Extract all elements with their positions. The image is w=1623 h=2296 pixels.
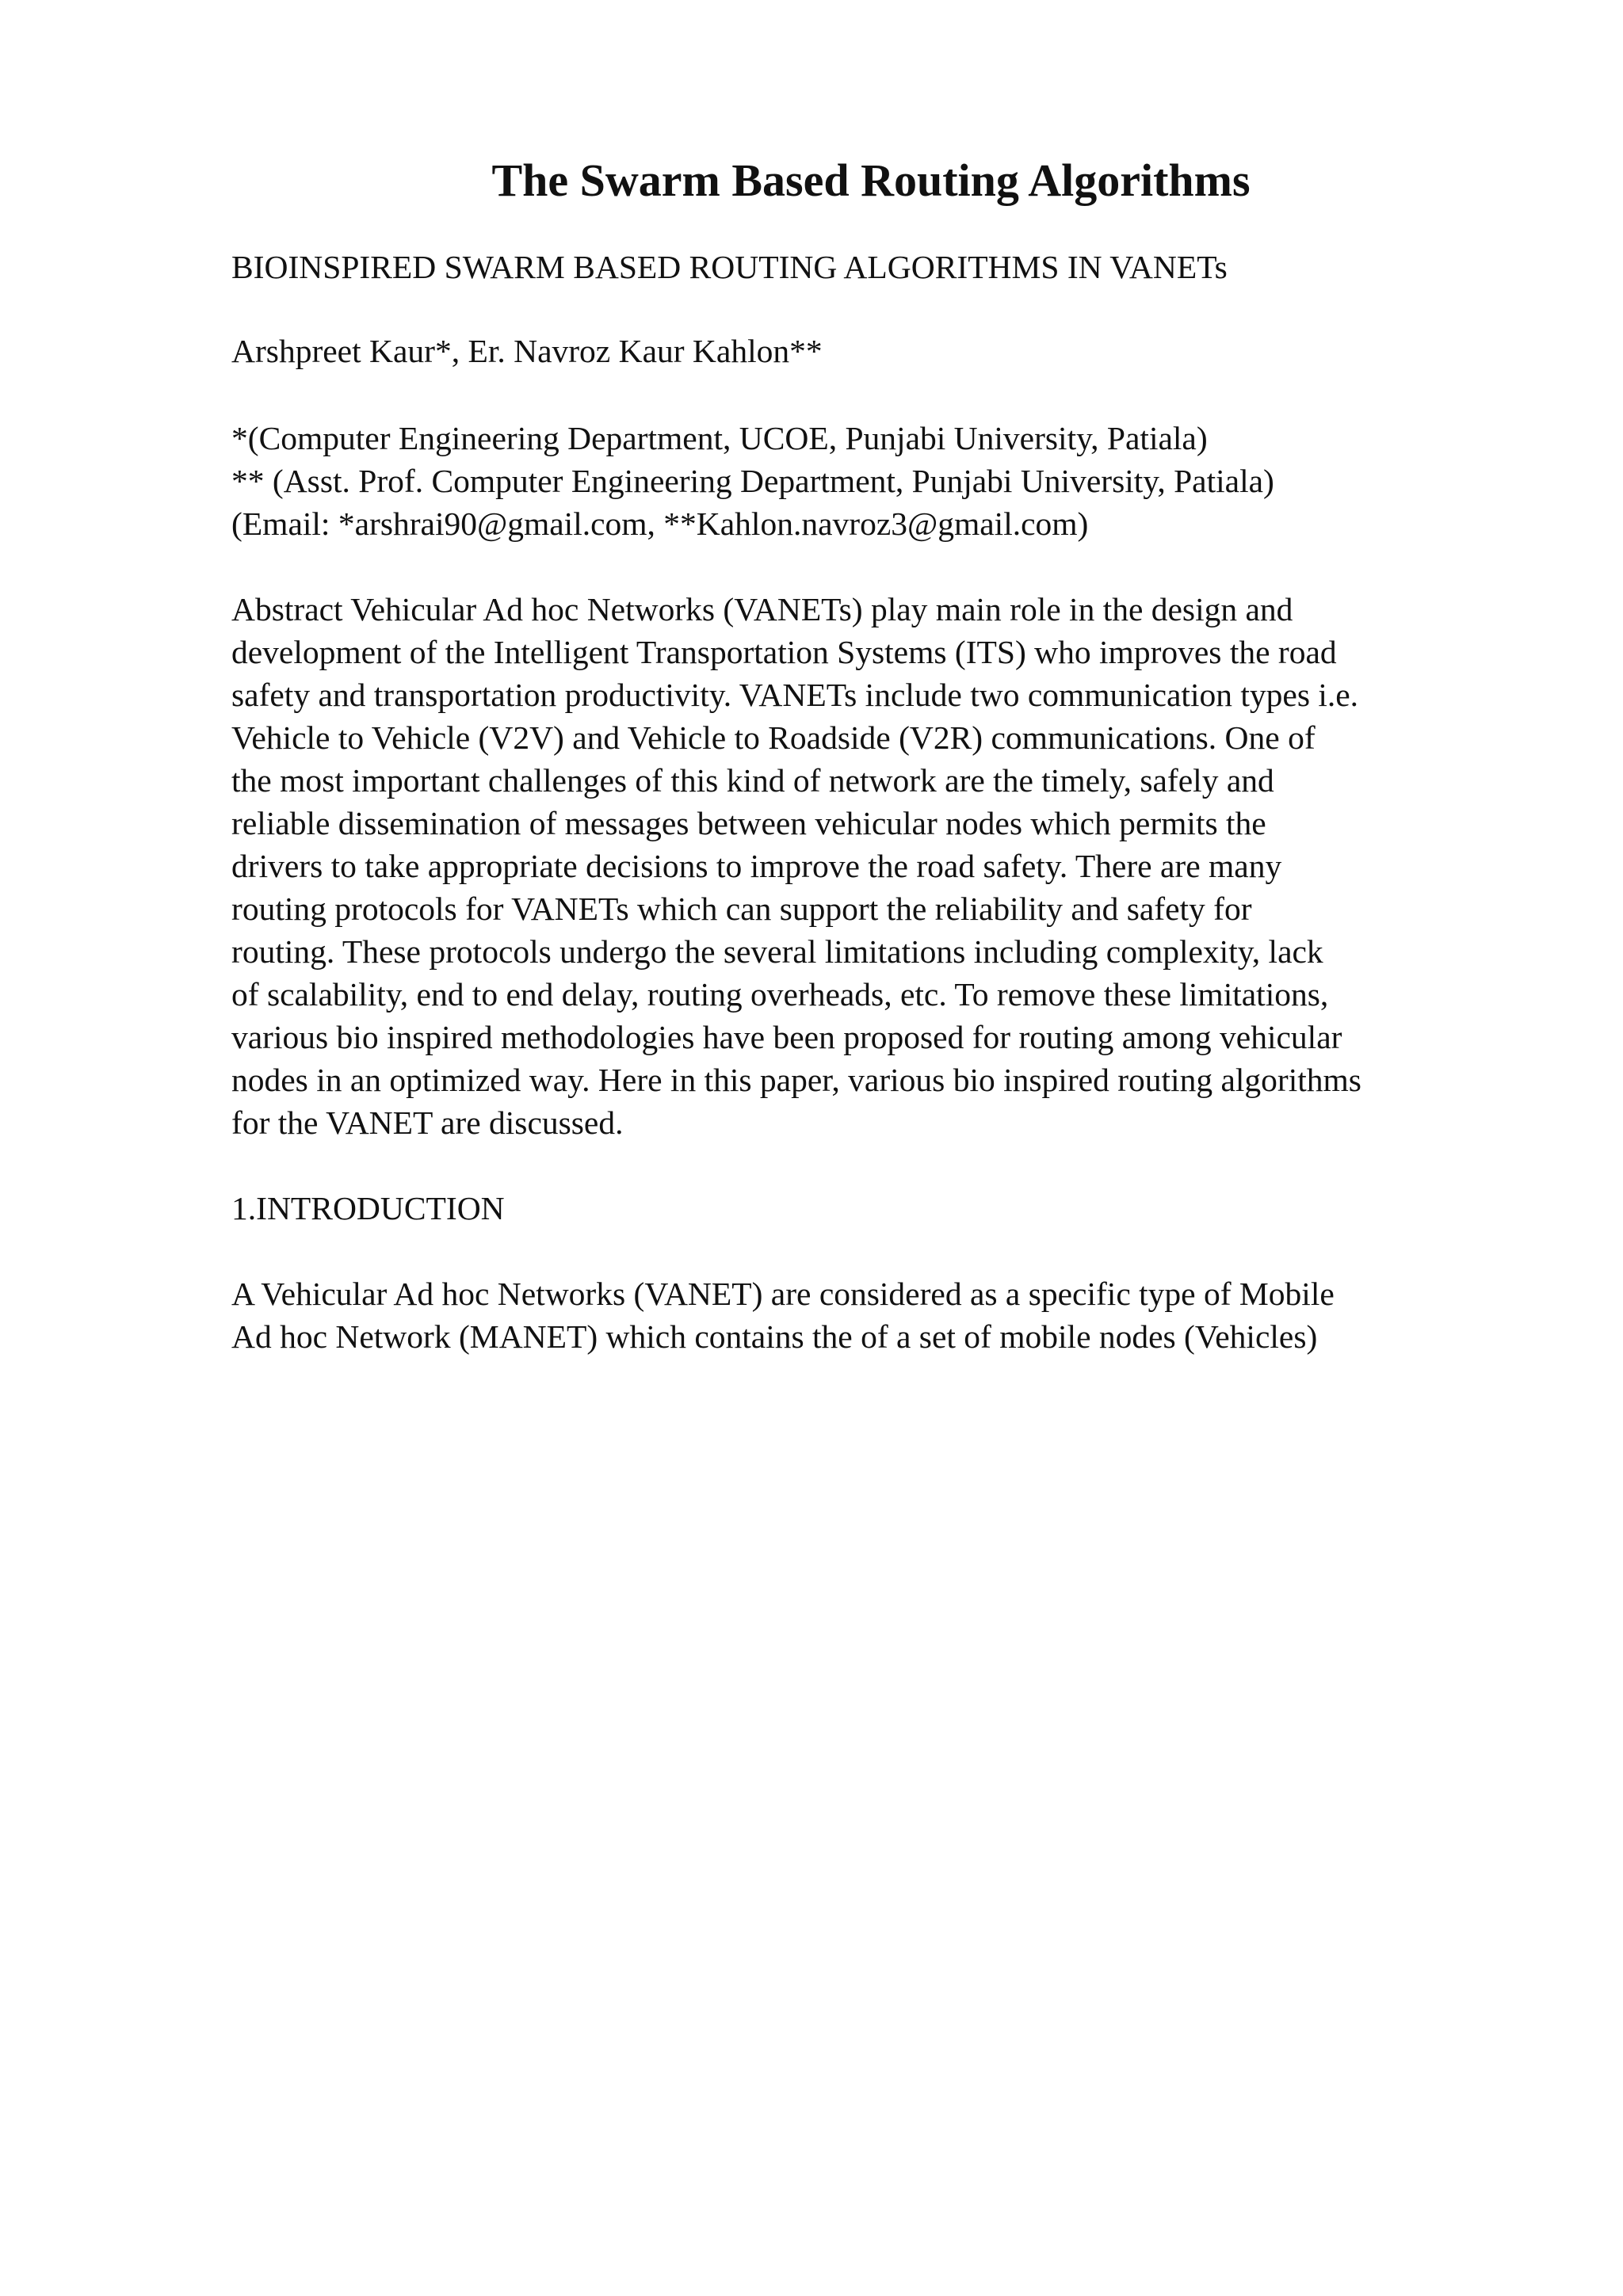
contact-email-line: (Email: *arshrai90@gmail.com, **Kahlon.navroz3@gmail.com) <box>231 505 1089 542</box>
abstract-line: various bio inspired methodologies have been proposed for routing among vehicular <box>231 1019 1342 1055</box>
affiliation-line: ** (Asst. Prof. Computer Engineering Department, Punjabi University, Patiala) <box>231 463 1274 499</box>
author-list: Arshpreet Kaur*, Er. Navroz Kaur Kahlon** <box>231 333 823 369</box>
paper-subtitle: BIOINSPIRED SWARM BASED ROUTING ALGORITHMS IN VANETs <box>231 249 1228 285</box>
abstract-line: safety and transportation productivity. VANETs include two communication types i.e. <box>231 677 1359 713</box>
affiliation-line: *(Computer Engineering Department, UCOE, Punjabi University, Patiala) <box>231 420 1208 456</box>
abstract-line: routing protocols for VANETs which can support the reliability and safety for <box>231 891 1252 927</box>
abstract-line: for the VANET are discussed. <box>231 1104 624 1141</box>
abstract-line: of scalability, end to end delay, routing overheads, etc. To remove these limitations, <box>231 976 1329 1013</box>
abstract-line: Abstract Vehicular Ad hoc Networks (VANETs) play main role in the design and <box>231 591 1293 627</box>
intro-line: A Vehicular Ad hoc Networks (VANET) are considered as a specific type of Mobile <box>231 1276 1335 1312</box>
affiliations <box>231 417 1515 545</box>
abstract-line: development of the Intelligent Transportation Systems (ITS) who improves the road <box>231 634 1337 670</box>
section-heading-introduction: 1.INTRODUCTION <box>231 1190 505 1226</box>
abstract-line: reliable dissemination of messages between vehicular nodes which permits the <box>231 805 1266 841</box>
abstract-line: drivers to take appropriate decisions to improve the road safety. There are many <box>231 848 1282 884</box>
intro-line: Ad hoc Network (MANET) which contains the of a set of mobile nodes (Vehicles) <box>231 1318 1318 1355</box>
abstract-line: Vehicle to Vehicle (V2V) and Vehicle to Roadside (V2R) communications. One of <box>231 719 1316 756</box>
abstract-line: nodes in an optimized way. Here in this paper, various bio inspired routing algorithms <box>231 1062 1361 1098</box>
paper-title: The Swarm Based Routing Algorithms <box>491 154 1251 206</box>
introduction-paragraph <box>231 1272 1515 1358</box>
abstract-paragraph <box>231 588 1515 1144</box>
abstract-line: the most important challenges of this kind of network are the timely, safely and <box>231 762 1274 799</box>
abstract-line: routing. These protocols undergo the several limitations including complexity, lack <box>231 933 1323 970</box>
